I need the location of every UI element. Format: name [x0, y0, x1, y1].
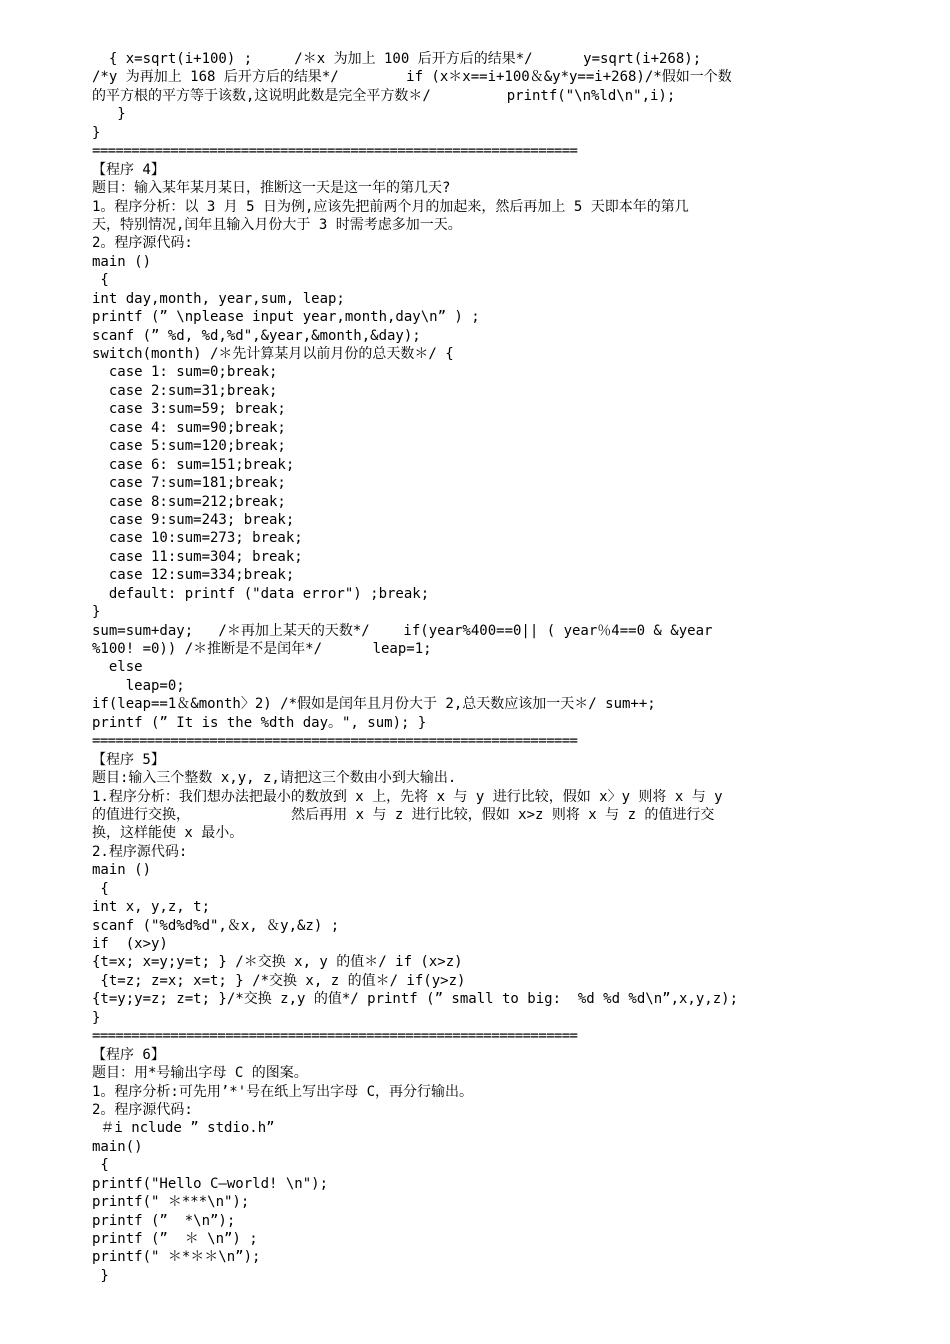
- text-line: 天，特别情况,闰年且输入月份大于 3 时需考虑多加一天。: [92, 216, 462, 233]
- text-line: case 5:sum=120;break;: [92, 438, 286, 455]
- text-line: leap=0;: [92, 677, 185, 694]
- text-line: { x=sqrt(i+100) ; /＊x 为加上 100 后开方后的结果*/ y=sqrt(i+268);: [92, 51, 702, 67]
- text-line: printf(" ＊***\n");: [92, 1194, 250, 1211]
- text-line: printf(" ＊*＊＊\n”);: [92, 1249, 261, 1266]
- text-line: main(): [92, 1138, 143, 1155]
- text-line: case 10:sum=273; break;: [92, 530, 303, 547]
- text-line: }: [92, 124, 101, 141]
- section-divider: ==============================================================: [92, 143, 578, 160]
- text-line: {: [92, 1157, 109, 1174]
- text-line: case 6: sum=151;break;: [92, 456, 295, 473]
- text-line: sum=sum+day; /＊再加上某天的天数*/ if(year%400==0|| ( year％4==0 & &year: [92, 622, 713, 639]
- text-line: }: [92, 106, 126, 123]
- text-line: ＃i nclude ” stdio.h”: [92, 1120, 275, 1137]
- text-line: 【程序 5】: [92, 751, 165, 768]
- text-line: 1。程序分析:可先用’*'号在纸上写出字母 C，再分行输出。: [92, 1083, 473, 1100]
- text-line: 1。程序分析：以 3 月 5 日为例,应该先把前两个月的加起来，然后再加上 5 天即本年的第几: [92, 198, 689, 215]
- text-line: int day,month, year,sum, leap;: [92, 290, 345, 307]
- text-line: 换，这样能使 x 最小。: [92, 825, 244, 842]
- text-line: {t=y;y=z; z=t; }/*交换 z,y 的值*/ printf (” small to big: %d %d %d\n”,x,y,z);: [92, 991, 739, 1008]
- text-line: printf (” *\n”);: [92, 1212, 236, 1229]
- text-line: 2。程序源代码:: [92, 1101, 193, 1118]
- text-line: scanf (” %d, %d,%d",&year,&month,&day);: [92, 327, 421, 344]
- text-line: case 7:sum=181;break;: [92, 475, 286, 492]
- text-line: }: [92, 1009, 101, 1026]
- text-line: 题目:输入三个整数 x,y, z,请把这三个数由小到大输出.: [92, 770, 457, 787]
- text-line: /*y 为再加上 168 后开方后的结果*/ if (x＊x==i+100＆&y*y==i+268)/*假如一个数: [92, 69, 732, 86]
- text-line: main (): [92, 253, 152, 270]
- text-line: printf("Hello C—world! \n");: [92, 1175, 329, 1192]
- text-line: 题目：输入某年某月某日，推断这一天是这一年的第几天?: [92, 180, 451, 197]
- text-line: {t=z; z=x; x=t; } /*交换 x, z 的值＊/ if(y>z): [92, 972, 466, 989]
- text-line: 2。程序源代码:: [92, 235, 193, 252]
- text-line: case 11:sum=304; break;: [92, 548, 303, 565]
- text-line: case 9:sum=243; break;: [92, 511, 295, 528]
- text-line: case 1: sum=0;break;: [92, 364, 278, 381]
- text-line: else: [92, 659, 143, 676]
- text-line: %100! =0)) /＊推断是不是闰年*/ leap=1;: [92, 641, 432, 657]
- section-divider: ==============================================================: [92, 733, 578, 750]
- text-line: int x, y,z, t;: [92, 899, 211, 916]
- text-line: switch(month) /＊先计算某月以前月份的总天数＊/ {: [92, 346, 454, 362]
- text-line: case 8:sum=212;break;: [92, 493, 286, 510]
- text-line: 【程序 6】: [92, 1046, 165, 1063]
- text-line: printf (” ＊ \n”) ;: [92, 1231, 258, 1247]
- text-line: if(leap==1＆&month〉2) /*假如是闰年且月份大于 2,总天数应该加一天＊/ sum++;: [92, 696, 656, 713]
- text-line: 的平方根的平方等于该数,这说明此数是完全平方数＊/ printf("\n%ld\n",i);: [92, 87, 676, 104]
- text-line: case 4: sum=90;break;: [92, 419, 286, 436]
- text-line: {: [92, 880, 109, 897]
- text-line: scanf ("%d%d%d",＆x, ＆y,&z) ;: [92, 917, 340, 934]
- text-line: 2.程序源代码:: [92, 843, 188, 860]
- text-line: default: printf ("data error") ;break;: [92, 585, 430, 602]
- text-line: printf (” It is the %dth day。", sum); }: [92, 714, 427, 731]
- text-line: {t=x; x=y;y=t; } /＊交换 x, y 的值＊/ if (x>z): [92, 954, 463, 971]
- text-line: 题目：用*号输出字母 C 的图案。: [92, 1065, 308, 1082]
- text-line: {: [92, 272, 109, 289]
- text-line: }: [92, 1267, 109, 1284]
- text-line: if (x>y): [92, 936, 168, 952]
- document-page: [92, 50, 837, 1285]
- text-line: case 12:sum=334;break;: [92, 567, 295, 584]
- text-line: 1.程序分析：我们想办法把最小的数放到 x 上，先将 x 与 y 进行比较，假如 x〉y 则将 x 与 y: [92, 788, 723, 805]
- text-line: main (): [92, 862, 152, 879]
- text-line: case 2:sum=31;break;: [92, 382, 278, 399]
- section-divider: ==============================================================: [92, 1028, 578, 1045]
- text-line: 的值进行交换， 然后再用 x 与 z 进行比较，假如 x>z 则将 x 与 z 的值进行交: [92, 806, 715, 823]
- text-line: 【程序 4】: [92, 161, 165, 178]
- text-line: case 3:sum=59; break;: [92, 401, 286, 418]
- text-line: printf (” \nplease input year,month,day\n” ) ;: [92, 309, 480, 326]
- text-line: }: [92, 604, 101, 621]
